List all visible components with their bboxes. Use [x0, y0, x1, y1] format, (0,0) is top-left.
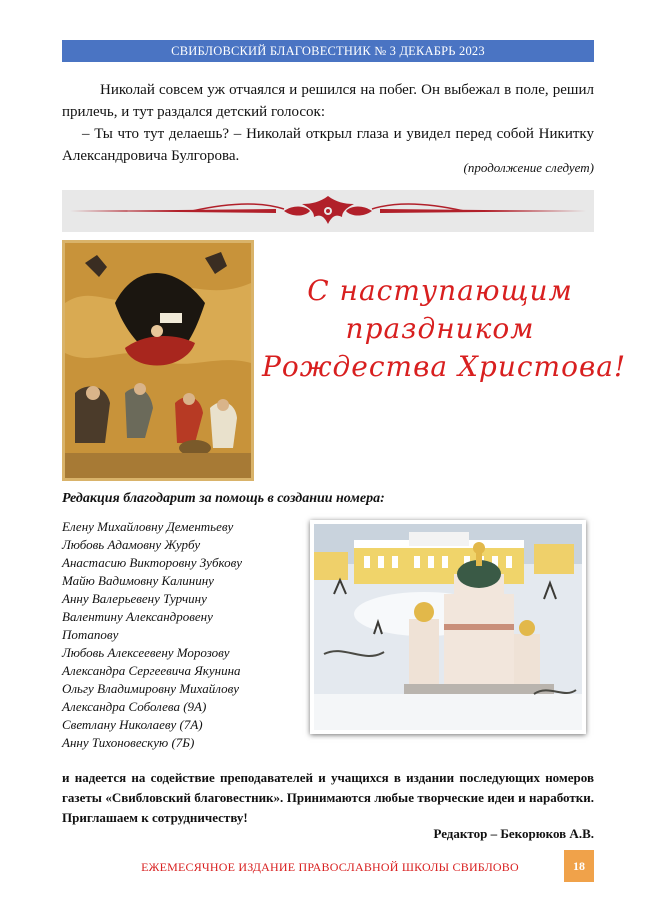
- list-item: Любовь Адамовну Журбу: [62, 537, 201, 552]
- list-item: Ольгу Владимировну Михайлову: [62, 681, 239, 696]
- newspaper-title: СВИБЛОВСКИЙ БЛАГОВЕСТНИК № 3 ДЕКАБРЬ 2023: [171, 44, 485, 58]
- christmas-greeting: [262, 272, 627, 386]
- list-item: Александра Соболева (9А): [62, 699, 207, 714]
- greeting-line-1: С наступающим: [307, 274, 573, 307]
- continuation-note: (продолжение следует): [463, 160, 594, 175]
- list-item: Валентину Александровену: [62, 609, 213, 624]
- list-item: Любовь Алексеевену Морозову: [62, 645, 230, 660]
- church-photo: [310, 520, 586, 734]
- list-item: Елену Михайловну Дементьеву: [62, 519, 234, 534]
- church-photo-image: [314, 524, 582, 730]
- greeting-line-2: праздником: [345, 312, 535, 345]
- header-bar: [62, 40, 594, 62]
- list-item: Потапову: [62, 627, 119, 642]
- greeting-line-3: Рождества Христова!: [262, 350, 627, 383]
- list-item: Майю Вадимовну Калинину: [62, 573, 214, 588]
- nativity-icon-image: [62, 240, 254, 481]
- nativity-icon: [65, 243, 251, 478]
- list-item: Анну Валерьевену Турчину: [62, 591, 207, 606]
- thanks-name-list: [62, 518, 302, 752]
- list-item: Светлану Николаеву (7А): [62, 717, 203, 732]
- closing-paragraph: и надеется на содействие преподавателей и учащихся в издании последующих номеров газеты «Свибловский благовестник». Принимаются любые творческие идеи и наработки. Приглашаем к сотрудничеству!: [62, 770, 594, 825]
- list-item: Анастасию Викторовну Зубкову: [62, 555, 242, 570]
- list-item: Анну Тихоновескую (7Б): [62, 735, 195, 750]
- footer-publication: ЕЖЕМЕСЯЧНОЕ ИЗДАНИЕ ПРАВОСЛАВНОЙ ШКОЛЫ СВИБЛОВО: [141, 860, 519, 874]
- page-number-badge: 18: [564, 850, 594, 882]
- story-paragraph-2: – Ты что тут делаешь? – Николай открыл глаза и увидел перед собой Никитку Александровича Булгорова.: [62, 126, 594, 164]
- thanks-heading: Редакция благодарит за помощь в создании номера:: [62, 491, 385, 506]
- ornament-divider: [62, 190, 594, 232]
- list-item: Александра Сергеевича Якунина: [62, 663, 241, 678]
- story-paragraph-1: Николай совсем уж отчаялся и решился на побег. Он выбежал в поле, решил прилечь, и тут раздался детский голосок:: [62, 82, 594, 120]
- ornament-divider-icon: [62, 190, 594, 232]
- editor-signature: Редактор – Бекорюков А.В.: [433, 826, 594, 841]
